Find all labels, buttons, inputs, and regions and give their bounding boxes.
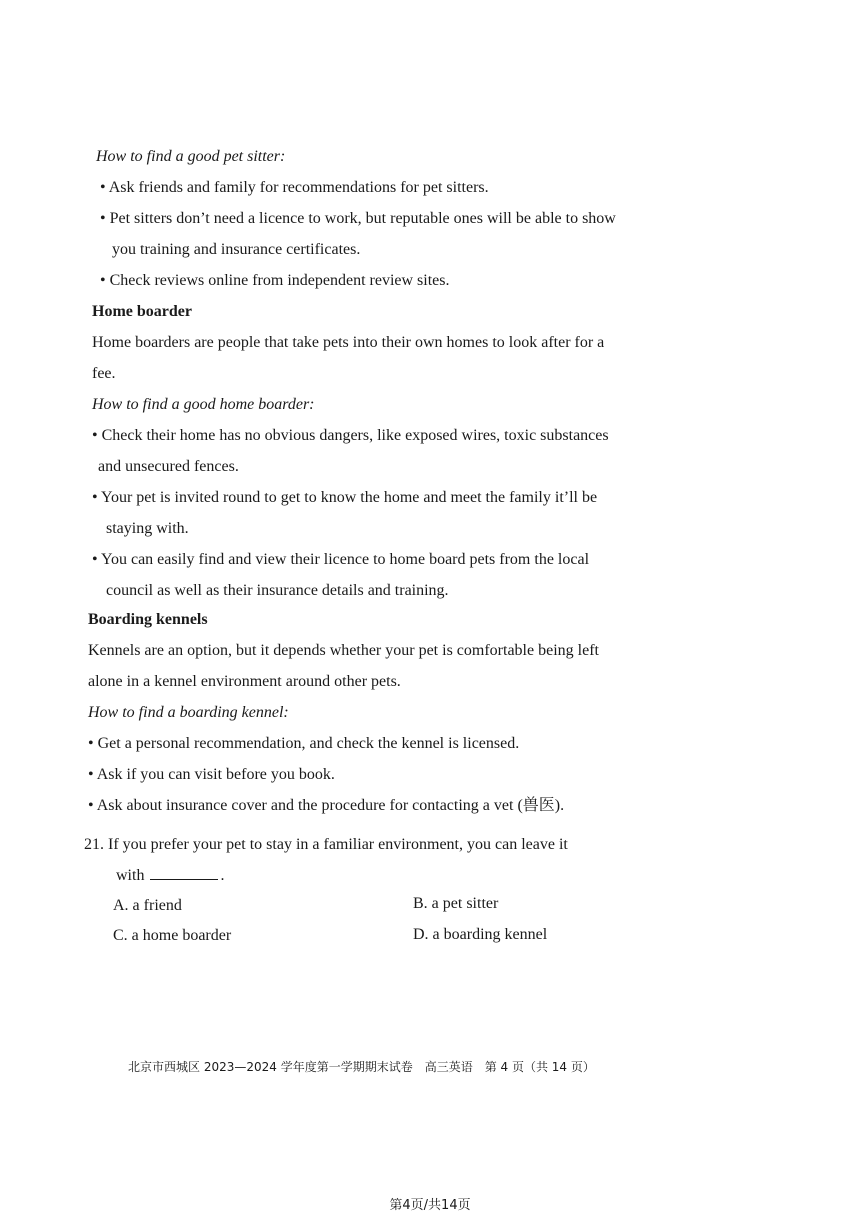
boarding-kennels-intro: Kennels are an option, but it depends whether your pet is comfortable being left (88, 642, 599, 659)
home-boarder-bullet-cont: and unsecured fences. (98, 458, 239, 475)
pet-sitter-section (96, 141, 686, 296)
home-boarder-bullet: • You can easily find and view their licence to home board pets from the local (92, 551, 590, 568)
option-c[interactable]: C. a home boarder (113, 927, 232, 944)
option-d[interactable]: D. a boarding kennel (413, 926, 548, 943)
home-boarder-bullet: • Check their home has no obvious dangers, like exposed wires, toxic substances (92, 427, 609, 444)
boarding-kennels-bullet: • Get a personal recommendation, and check the kennel is licensed. (88, 735, 520, 752)
pet-sitter-howto: How to find a good pet sitter: (96, 148, 286, 165)
question-21 (84, 829, 684, 891)
home-boarder-bullet-cont: staying with. (106, 520, 189, 537)
home-boarder-bullet: • Your pet is invited round to get to know the home and meet the family it’ll be (92, 489, 598, 506)
boarding-kennels-howto: How to find a boarding kennel: (88, 704, 289, 721)
home-boarder-howto: How to find a good home boarder: (92, 396, 315, 413)
boarding-kennels-bullet: • Ask about insurance cover and the procedure for contacting a vet (兽医). (88, 797, 565, 814)
boarding-kennels-intro-cont: alone in a kennel environment around other pets. (88, 673, 401, 690)
pet-sitter-bullet: • Pet sitters don’t need a licence to work, but reputable ones will be able to show (100, 210, 616, 227)
home-boarder-bullet-cont: council as well as their insurance details and training. (106, 582, 449, 599)
pet-sitter-bullet: • Check reviews online from independent review sites. (100, 272, 450, 289)
boarding-kennels-heading: Boarding kennels (88, 611, 208, 628)
boarding-kennels-bullet: • Ask if you can visit before you book. (88, 766, 335, 783)
boarding-kennels-section (88, 604, 688, 821)
pet-sitter-bullet-cont: you training and insurance certificates. (112, 241, 361, 258)
home-boarder-intro: Home boarders are people that take pets into their own homes to look after for a (92, 334, 605, 351)
home-boarder-intro-cont: fee. (92, 365, 116, 382)
question-stem-prefix: with (116, 867, 145, 884)
page-indicator: 第4页/共14页 (389, 1198, 471, 1213)
page-footer: 北京市西城区 2023—2024 学年度第一学期期末试卷 高三英语 第 4 页（共 14 页） (128, 1060, 595, 1074)
answer-blank (150, 865, 218, 880)
question-stem-cont (84, 860, 684, 891)
option-b[interactable]: B. a pet sitter (413, 895, 499, 912)
question-stem-suffix: . (220, 867, 225, 884)
pet-sitter-bullet: • Ask friends and family for recommendations for pet sitters. (100, 179, 489, 196)
home-boarder-heading: Home boarder (92, 303, 192, 320)
question-stem: 21. If you prefer your pet to stay in a familiar environment, you can leave it (84, 836, 568, 853)
option-a[interactable]: A. a friend (113, 897, 182, 914)
home-boarder-section (92, 296, 682, 606)
